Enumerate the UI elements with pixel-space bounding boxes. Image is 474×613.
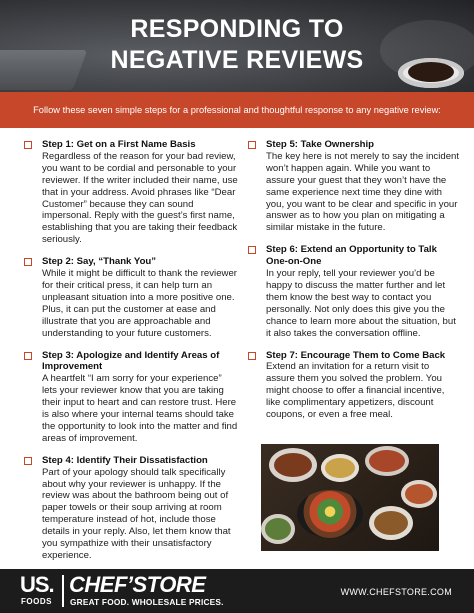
checkbox-icon [24,141,32,149]
step-4 [22,455,238,562]
step-1 [22,139,238,246]
step-body: In your reply, tell your reviewer you’d be happy to discuss the matter further and let them know the best way to contact you personally. Not only does this give you the chance to learn more about the situation, but it also takes the conversation offline. [266,268,456,339]
logo-tagline: GREAT FOOD. WHOLESALE PRICES. [70,597,224,607]
us-foods-logo: US. [20,572,54,597]
checkbox-icon [24,352,32,360]
step-title: Step 7: Encourage Them to Come Back [266,349,446,361]
step-body: A heartfelt “I am sorry for your experience” lets your reviewer know that you are taking their input to heart and can restore trust. Here is also where your internal teams should take the opportunity to look into the matter and find areas of improvement. [42,373,238,444]
step-body: While it might be difficult to thank the reviewer for their critical press, it can help turn an unpleasant situation into a more positive one. Plus, it can put the customer at ease and illustrate that you are approachable and understanding to your future customers. [42,268,237,339]
footer [0,569,474,613]
step-body: Extend an invitation for a return visit to assure them you solved the problem. You might choose to offer a financial incentive, like complimentary appetizers, discount coupons, or even a free meal. [266,361,445,421]
step-6 [246,244,460,339]
checkbox-icon [248,141,256,149]
right-column [246,139,460,421]
left-column [22,139,238,562]
step-title: Step 4: Identify Their Dissatisfaction [42,454,208,466]
us-foods-logo-text: FOODS [21,597,52,606]
page-title-line2: NEGATIVE REVIEWS [110,46,364,74]
step-body: Part of your apology should talk specifically about why your reviewer is unhappy. If the review was about the bathroom being out of paper towels or their soup arriving at room temperature instead of hot, include those details in your reply. Also, let them know that you sympathize with their unsatisfactory experience. [42,466,231,561]
step-body: Regardless of the reason for your bad review, you want to be cordial and personable to your reviewer. If the writer included their name, use that in your address. Avoid phrases like “Dear Customer” because they can sound impersonal. Reply with the guest’s first name, establishing that you are taking their feedback seriously. [42,150,238,246]
food-photo [261,444,439,551]
step-2 [22,256,238,339]
step-title: Step 5: Take Ownership [266,139,375,150]
header-banner [0,0,474,92]
step-3 [22,350,238,445]
website-link[interactable]: WWW.CHEFSTORE.COM [340,587,452,597]
page-title-line1: RESPONDING TO [130,15,344,43]
step-title: Step 6: Extend an Opportunity to Talk One-on-One [266,244,437,268]
checkbox-icon [248,246,256,254]
step-5 [246,139,460,234]
checkbox-icon [248,352,256,360]
intro-banner: Follow these seven simple steps for a professional and thoughtful response to any negative review: [0,92,474,128]
chef-store-logo: CHEF’STORE [69,572,206,597]
step-7 [246,350,460,421]
checkbox-icon [24,457,32,465]
step-title: Step 3: Apologize and Identify Areas of Improvement [42,349,220,373]
logo-divider [62,575,64,607]
step-title: Step 2: Say, “Thank You” [42,256,157,268]
checkbox-icon [24,258,32,266]
step-title: Step 1: Get on a First Name Basis [42,139,196,150]
step-body: The key here is not merely to say the incident won’t happen again. While you want to assure your guest that they won’t have the same experience next time they dine with you, you want to be clear and specific in your answer as to how you plan on mitigating a similar mistake in the future. [266,150,460,234]
